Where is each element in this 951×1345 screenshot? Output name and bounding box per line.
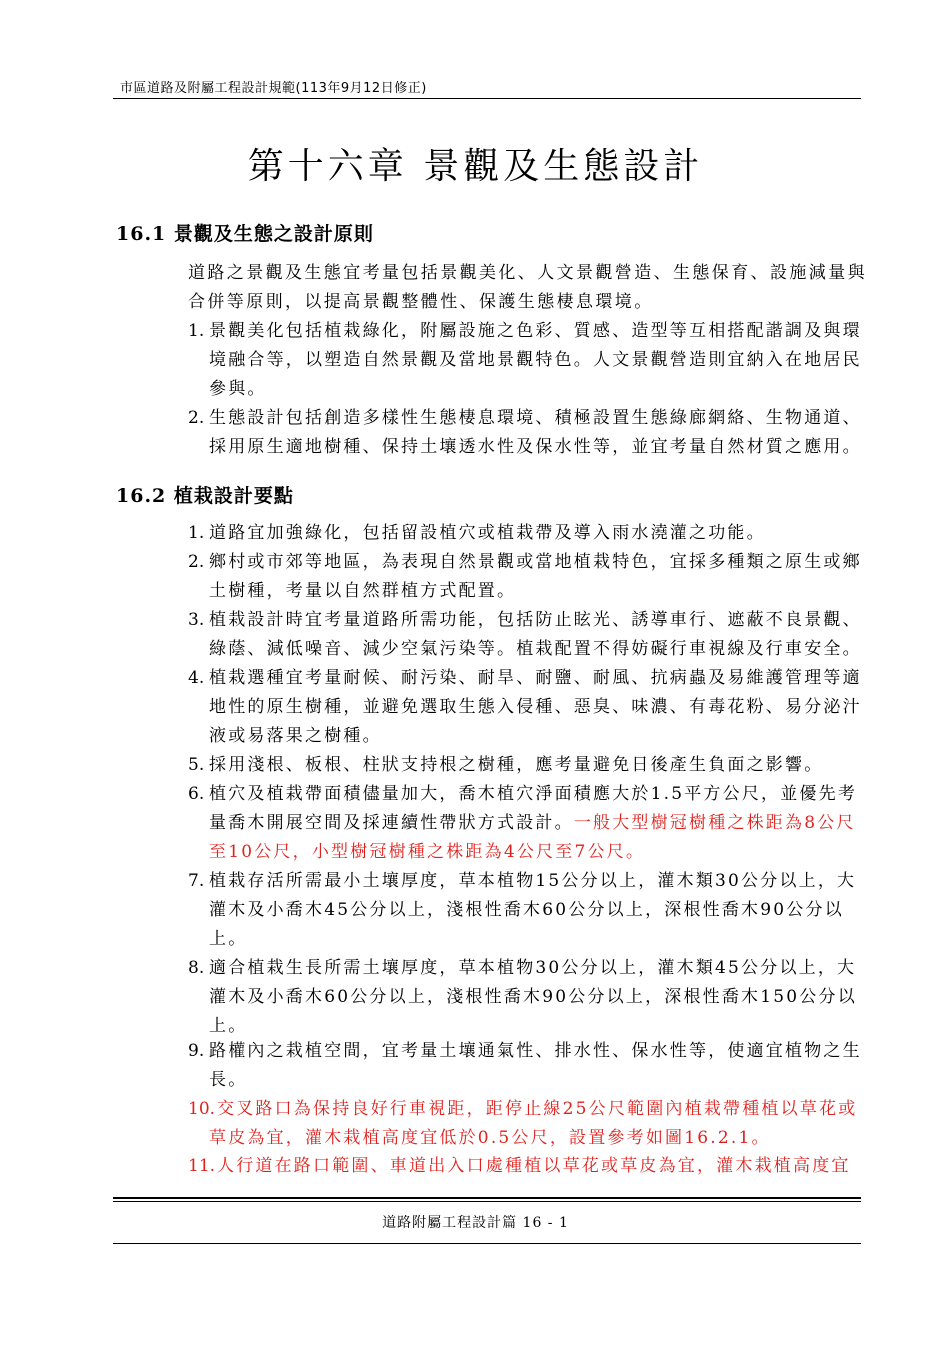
chapter-title: 第十六章 景觀及生態設計 xyxy=(247,146,704,187)
list-item-line: 採用原生適地樹種、保持土壤透水性及保水性等，並宜考量自然材質之應用。 xyxy=(209,437,862,457)
list-item xyxy=(188,606,860,664)
list-item-line: 參與。 xyxy=(209,379,267,399)
list-item-line: 採用淺根、板根、柱狀支持根之樹種，應考量避免日後產生負面之影響。 xyxy=(209,755,824,775)
footer-rule xyxy=(113,1243,861,1244)
list-item-number: 5. xyxy=(188,755,205,775)
list-item-line: 液或易落果之樹種。 xyxy=(209,726,382,746)
list-item-line: 生態設計包括創造多樣性生態棲息環境、積極設置生態綠廊網絡、生物通道、 xyxy=(209,408,862,428)
list-item-number: 8. xyxy=(188,958,205,978)
list-item-line: 人行道在路口範圍、車道出入口處種植以草花或草皮為宜，灌木栽植高度宜 xyxy=(217,1156,851,1176)
list-item-line: 灌木及小喬木60公分以上，淺根性喬木90公分以上，深根性喬木150公分以 xyxy=(209,987,857,1007)
list-item xyxy=(188,664,860,751)
list-item-number: 7. xyxy=(188,871,205,891)
list-item-number: 9. xyxy=(188,1041,205,1061)
list-item-text: 量喬木開展空間及採連續性帶狀方式設計。 xyxy=(209,813,574,833)
list-item xyxy=(188,519,860,548)
list-item-line: 適合植栽生長所需土壤厚度，草本植物30公分以上，灌木類45公分以上，大 xyxy=(209,958,857,978)
list-item xyxy=(188,317,860,404)
list-item-line xyxy=(188,809,860,838)
list-item xyxy=(188,548,860,606)
list-item xyxy=(188,404,860,462)
list-item-line: 植穴及植栽帶面積儘量加大，喬木植穴淨面積應大於1.5平方公尺，並優先考 xyxy=(209,784,858,804)
list-item xyxy=(188,1037,860,1095)
list-item-line: 植栽設計時宜考量道路所需功能，包括防止眩光、誘導車行、遮蔽不良景觀、 xyxy=(209,610,862,630)
list-item-number: 3. xyxy=(188,610,205,630)
section-title-16-1: 16.1 景觀及生態之設計原則 xyxy=(116,223,374,245)
running-header: 市區道路及附屬工程設計規範(113年9月12日修正) xyxy=(120,81,427,96)
list-item-number: 1. xyxy=(188,523,205,543)
footer-rule xyxy=(113,1201,861,1202)
section-intro-line: 合併等原則，以提高景觀整體性、保護生態棲息環境。 xyxy=(188,292,654,312)
list-item-line: 植栽存活所需最小土壤厚度，草本植物15公分以上，灌木類30公分以上，大 xyxy=(209,871,857,891)
list-item-number: 6. xyxy=(188,784,205,804)
list-item-line: 上。 xyxy=(209,929,248,949)
list-item xyxy=(188,954,860,1041)
highlighted-text: 一般大型樹冠樹種之株距為8公尺 xyxy=(573,813,856,833)
page-footer: 道路附屬工程設計篇 16 - 1 xyxy=(382,1215,569,1231)
list-item-line: 上。 xyxy=(209,1016,248,1036)
list-item xyxy=(188,780,860,867)
list-item-number: 2. xyxy=(188,552,205,572)
list-item xyxy=(188,751,860,780)
list-item-line: 景觀美化包括植栽綠化，附屬設施之色彩、質感、造型等互相搭配諧調及與環 xyxy=(209,321,862,341)
list-item-number: 10. xyxy=(188,1099,216,1119)
section-title-16-2: 16.2 植栽設計要點 xyxy=(116,485,294,507)
list-item-line: 鄉村或市郊等地區，為表現自然景觀或當地植栽特色，宜採多種類之原生或鄉 xyxy=(209,552,862,572)
list-item-number: 4. xyxy=(188,668,205,688)
list-item-line: 草皮為宜，灌木栽植高度宜低於0.5公尺，設置參考如圖16.2.1。 xyxy=(209,1128,771,1148)
list-item-line: 道路宜加強綠化，包括留設植穴或植栽帶及導入雨水澆灌之功能。 xyxy=(209,523,766,543)
list-item-number: 1. xyxy=(188,321,205,341)
list-item-line: 境融合等，以塑造自然景觀及當地景觀特色。人文景觀營造則宜納入在地居民 xyxy=(209,350,862,370)
section-intro-line: 道路之景觀及生態宜考量包括景觀美化、人文景觀營造、生態保育、設施減量與 xyxy=(188,263,867,283)
list-item xyxy=(188,1152,860,1181)
list-item-line: 綠蔭、減低噪音、減少空氣污染等。植栽配置不得妨礙行車視線及行車安全。 xyxy=(209,639,862,659)
list-item-line: 交叉路口為保持良好行車視距，距停止線25公尺範圍內植栽帶種植以草花或 xyxy=(217,1099,858,1119)
list-item-line: 土樹種，考量以自然群植方式配置。 xyxy=(209,581,517,601)
list-item-line: 地性的原生樹種，並避免選取生態入侵種、惡臭、味濃、有毒花粉、易分泌汁 xyxy=(209,697,862,717)
list-item-number: 11. xyxy=(188,1156,216,1176)
list-item xyxy=(188,1095,860,1153)
list-item-number: 2. xyxy=(188,408,205,428)
header-rule xyxy=(113,98,861,99)
footer-rule xyxy=(113,1197,861,1199)
list-item-line: 長。 xyxy=(209,1070,248,1090)
list-item-line: 灌木及小喬木45公分以上，淺根性喬木60公分以上，深根性喬木90公分以 xyxy=(209,900,844,920)
list-item-line: 路權內之栽植空間，宜考量土壤通氣性、排水性、保水性等，使適宜植物之生 xyxy=(209,1041,862,1061)
list-item-line: 植栽選種宜考量耐候、耐污染、耐旱、耐鹽、耐風、抗病蟲及易維護管理等適 xyxy=(209,668,862,688)
highlighted-text: 至10公尺，小型樹冠樹種之株距為4公尺至7公尺。 xyxy=(209,842,646,862)
list-item xyxy=(188,867,860,954)
